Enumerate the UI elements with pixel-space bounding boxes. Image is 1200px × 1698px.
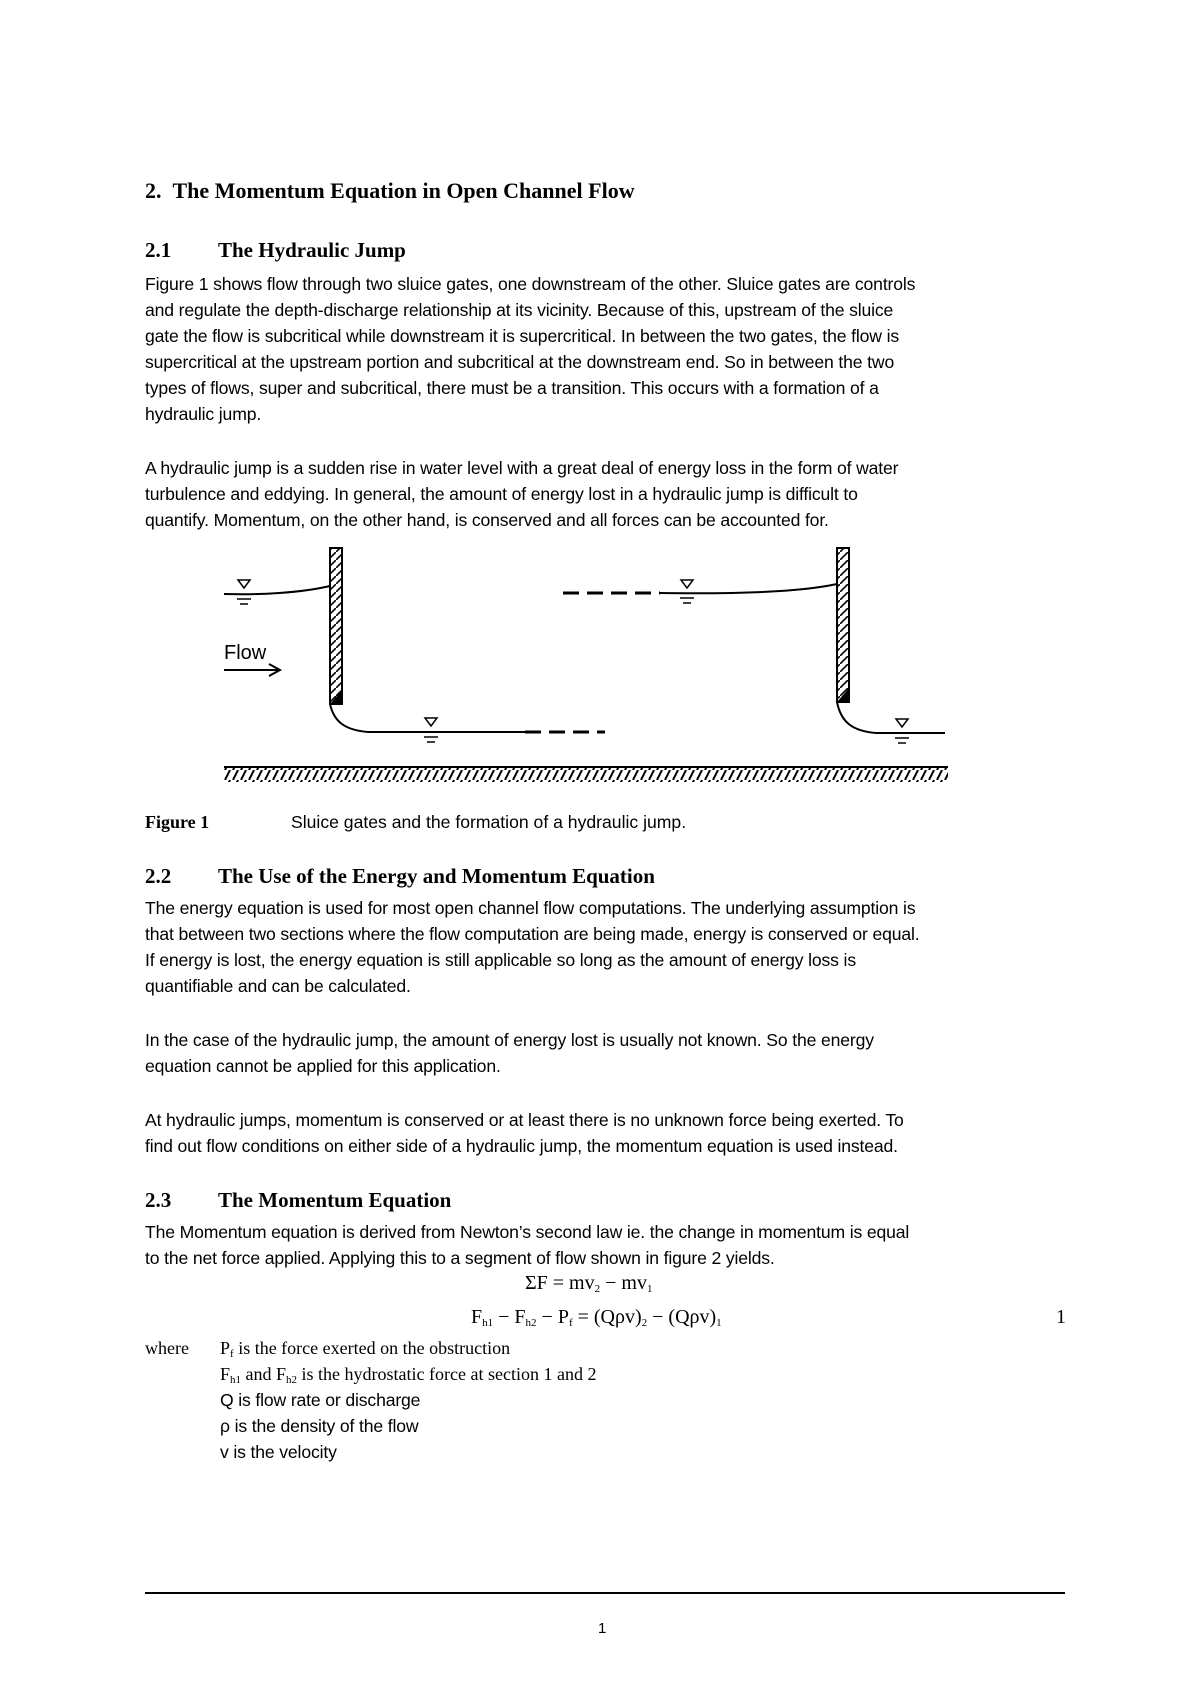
paragraph-line: quantifiable and can be calculated. bbox=[145, 976, 411, 996]
var-description: is the force exerted on the obstruction bbox=[233, 1338, 511, 1358]
subsection-title: The Use of the Energy and Momentum Equation bbox=[218, 864, 655, 888]
paragraph-line: gate the flow is subcritical while downstream it is supercritical. In between the two gates, the flow is bbox=[145, 326, 899, 346]
paragraph-line: The energy equation is used for most open channel flow computations. The underlying assumption is bbox=[145, 898, 916, 918]
paragraph-line: that between two sections where the flow computation are being made, energy is conserved or equal. bbox=[145, 924, 920, 944]
eq-term: F bbox=[514, 1306, 526, 1328]
where-label: where bbox=[145, 1338, 189, 1358]
water-level-marker-icon bbox=[237, 580, 251, 604]
figure-caption bbox=[145, 812, 686, 833]
paragraph-line: In the case of the hydraulic jump, the amount of energy lost is usually not known. So the energy bbox=[145, 1030, 874, 1050]
paragraph-line: and regulate the depth-discharge relationship at its vicinity. Because of this, upstream of the sluice bbox=[145, 300, 894, 320]
sluice-gate-1 bbox=[330, 548, 342, 704]
eq-subscript: h1 bbox=[482, 1317, 494, 1329]
eq-subscript: h2 bbox=[525, 1317, 537, 1329]
equation-newton bbox=[525, 1272, 652, 1295]
paragraph-line: The Momentum equation is derived from Newton’s second law ie. the change in momentum is equal bbox=[145, 1222, 910, 1242]
var-subscript: f bbox=[230, 1348, 234, 1360]
eq-operator: − bbox=[536, 1306, 558, 1328]
eq-term: mv bbox=[621, 1272, 647, 1294]
subsection-title: The Hydraulic Jump bbox=[218, 238, 406, 262]
where-item-rho: ρ is the density of the flow bbox=[220, 1416, 419, 1436]
subsection-number: 2.1 bbox=[145, 238, 172, 262]
footer-divider bbox=[145, 1592, 1065, 1594]
var-description: is the hydrostatic force at section 1 and 2 bbox=[297, 1364, 597, 1384]
paragraph-line: equation cannot be applied for this application. bbox=[145, 1056, 501, 1076]
eq-term: P bbox=[557, 1306, 569, 1328]
equation-number: 1 bbox=[1056, 1306, 1066, 1328]
paragraph-line: to the net force applied. Applying this to a segment of flow shown in figure 2 yields. bbox=[145, 1248, 775, 1268]
sluice-gate-2 bbox=[837, 548, 849, 702]
where-item-q: Q is flow rate or discharge bbox=[220, 1390, 421, 1410]
subsection-heading-2-3 bbox=[145, 1188, 451, 1213]
eq-operator: − bbox=[600, 1272, 622, 1294]
water-level-marker-icon bbox=[895, 719, 909, 743]
section-number: 2. bbox=[145, 178, 162, 203]
eq-subscript: 1 bbox=[716, 1317, 722, 1329]
channel-bed bbox=[224, 767, 948, 782]
flow-arrow-icon bbox=[224, 664, 280, 676]
var-subscript: h2 bbox=[286, 1374, 298, 1386]
var-symbol: F bbox=[220, 1364, 231, 1384]
var-subscript: h1 bbox=[230, 1374, 242, 1386]
eq-term: (Qρv) bbox=[593, 1306, 642, 1328]
eq-term: ΣF bbox=[525, 1272, 548, 1294]
where-item-pf bbox=[220, 1338, 510, 1360]
subsection-title: The Momentum Equation bbox=[218, 1188, 452, 1212]
where-item-v: v is the velocity bbox=[220, 1442, 337, 1462]
paragraph-line: supercritical at the upstream portion and subcritical at the downstream end. So in between the two bbox=[145, 352, 895, 372]
eq-operator: − bbox=[647, 1306, 669, 1328]
figure-caption-label: Figure 1 bbox=[145, 812, 210, 832]
subsection-heading-2-2 bbox=[145, 864, 655, 889]
eq-term: F bbox=[471, 1306, 483, 1328]
paragraph-line: find out flow conditions on either side of a hydraulic jump, the momentum equation is used instead. bbox=[145, 1136, 898, 1156]
var-symbol: F bbox=[276, 1364, 287, 1384]
eq-operator: = bbox=[547, 1272, 570, 1294]
equation-momentum bbox=[471, 1306, 722, 1329]
water-level-marker-icon bbox=[680, 580, 694, 603]
figure-caption-text: Sluice gates and the formation of a hydraulic jump. bbox=[291, 812, 687, 832]
var-symbol: P bbox=[220, 1338, 231, 1358]
eq-term: mv bbox=[569, 1272, 595, 1294]
eq-subscript: f bbox=[568, 1317, 573, 1329]
page-number: 1 bbox=[598, 1620, 607, 1637]
paragraph-line: hydraulic jump. bbox=[145, 404, 262, 424]
subsection-number: 2.3 bbox=[145, 1188, 172, 1212]
eq-operator: − bbox=[493, 1306, 515, 1328]
water-level-marker-icon bbox=[424, 718, 438, 742]
eq-operator: = bbox=[572, 1306, 594, 1328]
eq-subscript: 2 bbox=[594, 1283, 601, 1295]
paragraph-line: types of flows, super and subcritical, there must be a transition. This occurs with a formation of a bbox=[145, 378, 879, 398]
downstream-surface bbox=[837, 702, 945, 733]
paragraph-line: Figure 1 shows flow through two sluice gates, one downstream of the other. Sluice gates are controls bbox=[145, 274, 916, 294]
upstream-water-surface bbox=[224, 586, 330, 594]
flow-label: Flow bbox=[224, 642, 267, 664]
section-title: The Momentum Equation in Open Channel Flow bbox=[172, 178, 635, 203]
eq-term: (Qρv) bbox=[668, 1306, 717, 1328]
subsection-number: 2.2 bbox=[145, 864, 172, 888]
paragraph-line: A hydraulic jump is a sudden rise in water level with a great deal of energy loss in the form of water bbox=[145, 458, 899, 478]
eq-subscript: 2 bbox=[641, 1317, 648, 1329]
paragraph-line: If energy is lost, the energy equation is still applicable so long as the amount of energy loss is bbox=[145, 950, 856, 970]
eq-subscript: 1 bbox=[646, 1283, 653, 1295]
paragraph-line: quantify. Momentum, on the other hand, is conserved and all forces can be accounted for. bbox=[145, 510, 829, 530]
paragraph-line: At hydraulic jumps, momentum is conserved or at least there is no unknown force being exerted. To bbox=[145, 1110, 904, 1130]
paragraph-line: turbulence and eddying. In general, the amount of energy lost in a hydraulic jump is difficult to bbox=[145, 484, 858, 504]
var-connector: and bbox=[241, 1364, 277, 1384]
where-item-fh bbox=[220, 1364, 596, 1386]
